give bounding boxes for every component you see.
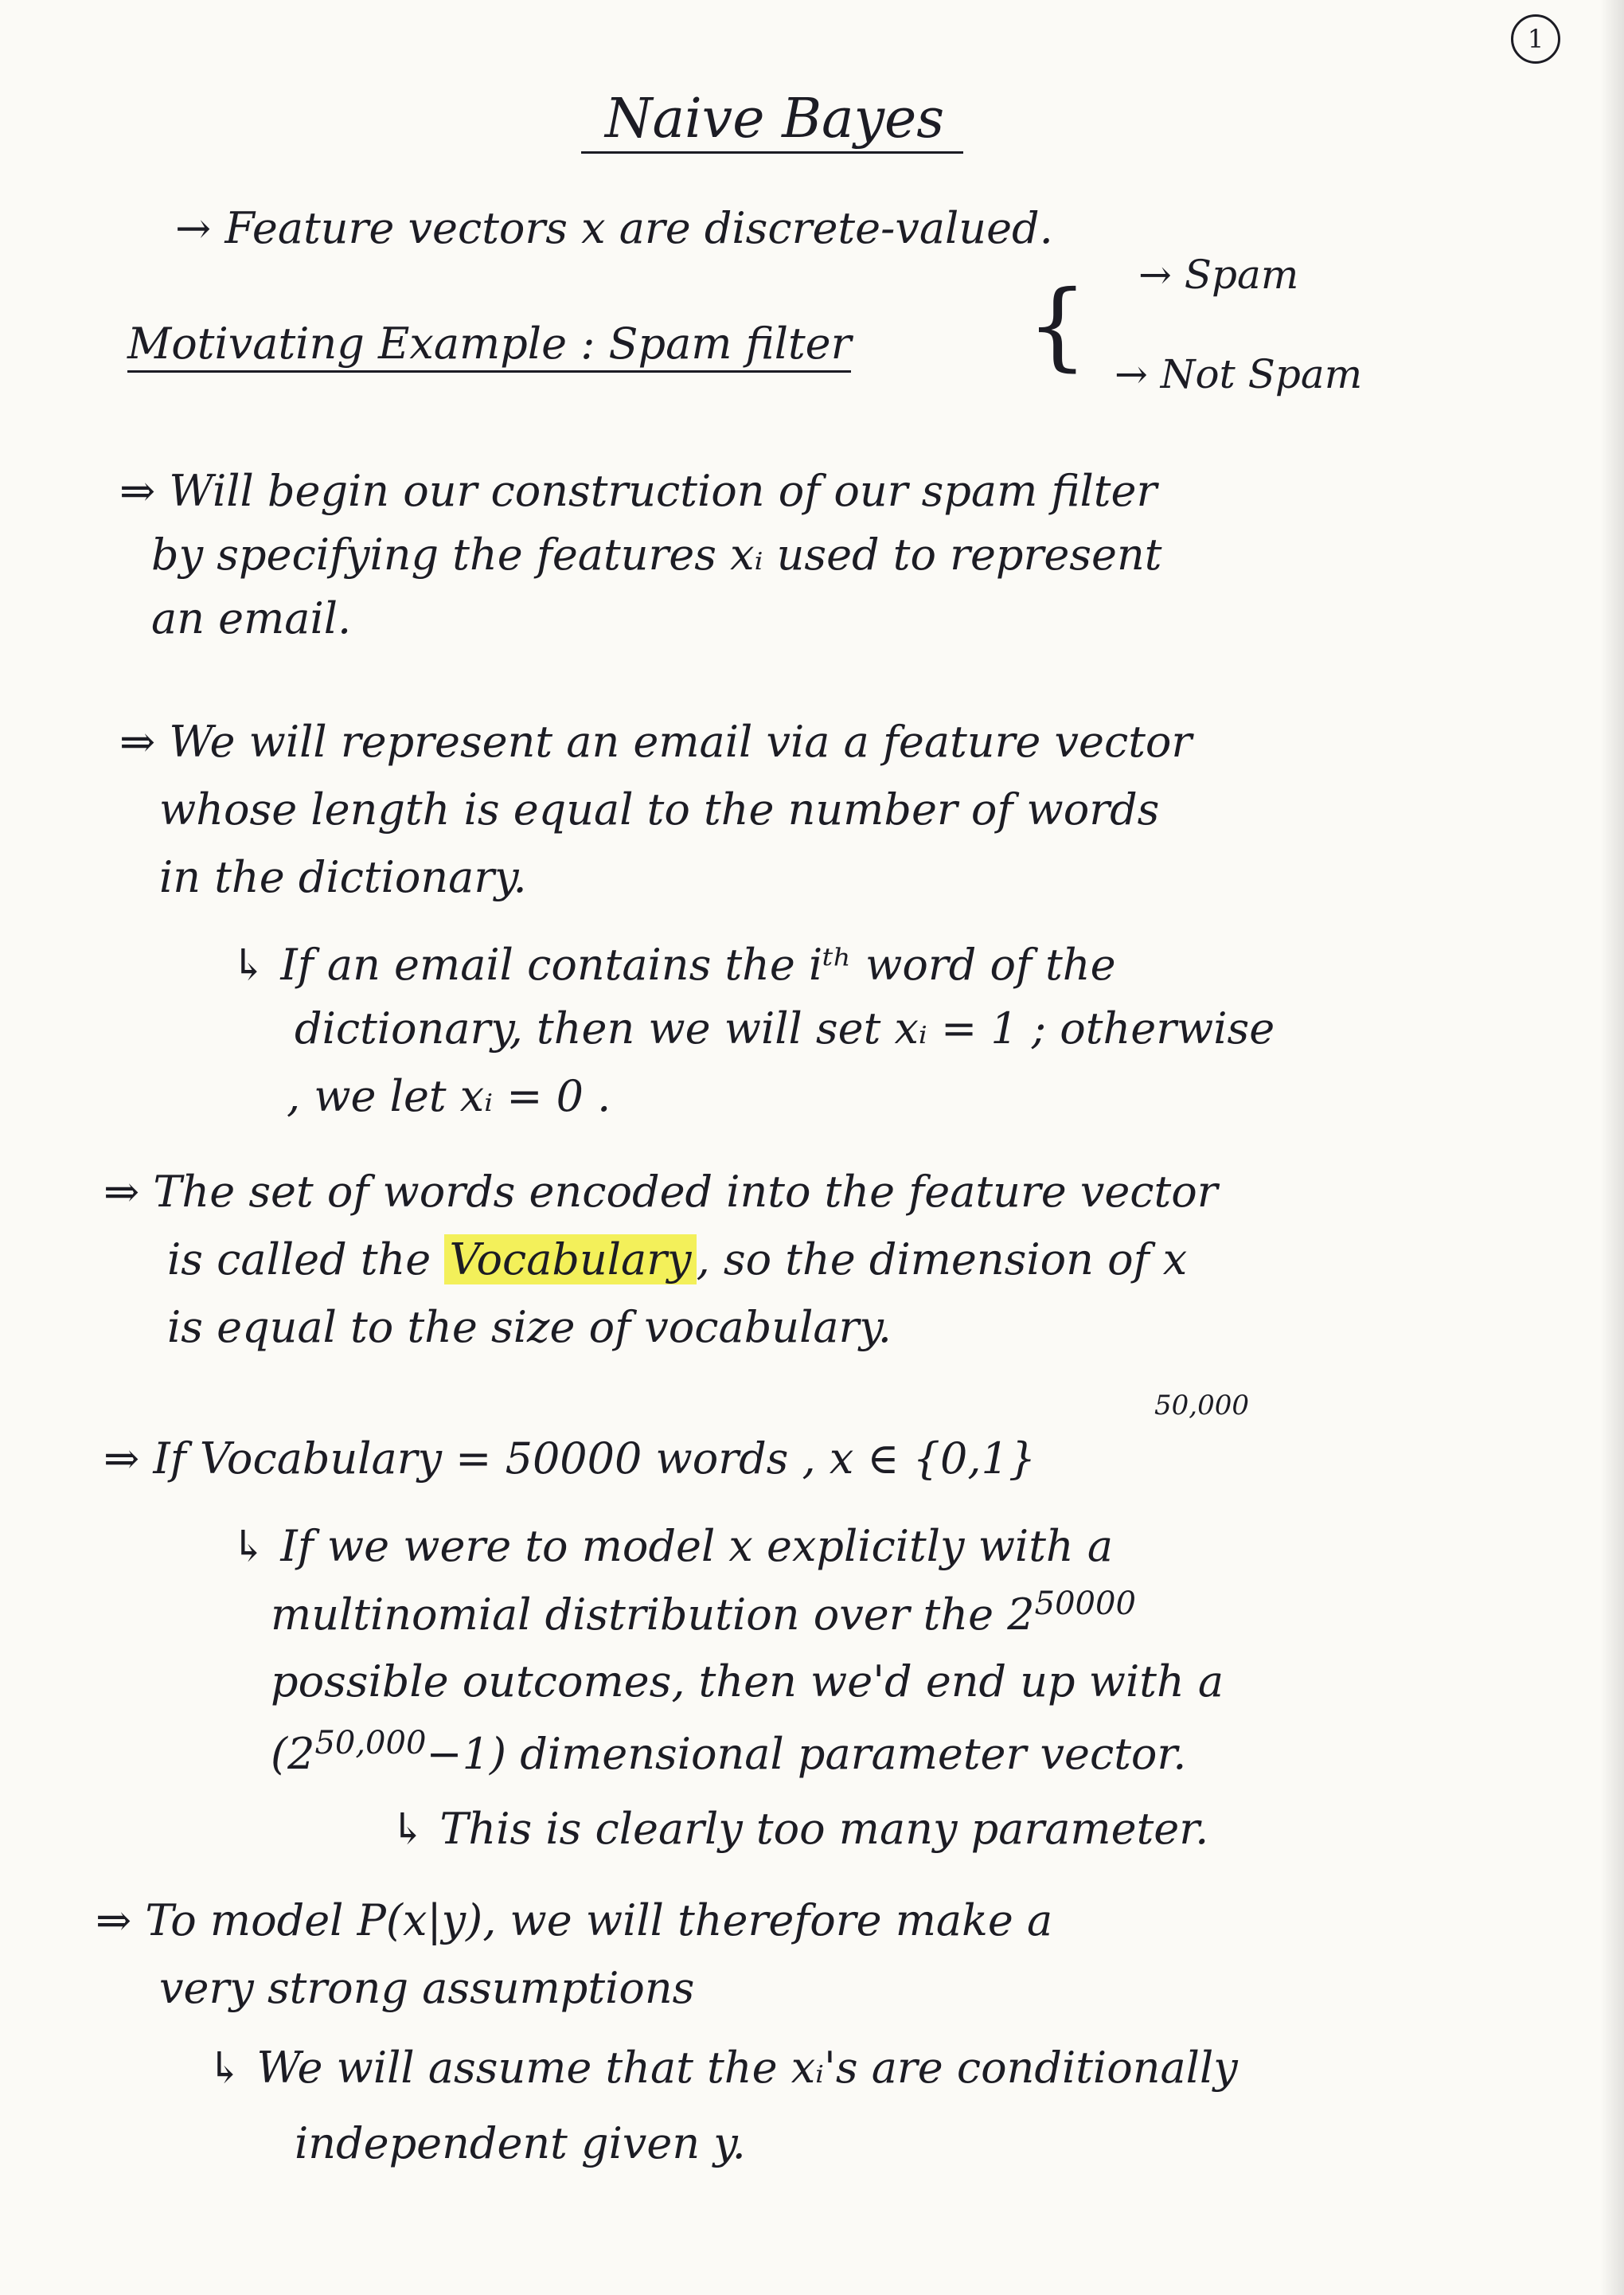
vocabulary-highlight: Vocabulary [444, 1234, 696, 1284]
line-p5: ⇒ If Vocabulary = 50000 words , x ∈ {0,1} [103, 1433, 1036, 1484]
p6b-text: multinomial distribution over the 2 [271, 1589, 1035, 1640]
line-p3c: , we let xᵢ = 0 . [287, 1071, 611, 1121]
branch-not-spam: → Not Spam [1115, 351, 1363, 397]
line-p1c: an email. [151, 593, 352, 643]
line-p8a: ⇒ To model P(x|y), we will therefore make a [96, 1895, 1053, 1945]
line-p7: ↳ This is clearly too many parameter. [390, 1804, 1209, 1854]
line-p3b: dictionary, then we will set xᵢ = 1 ; otherwise [295, 1003, 1275, 1054]
line-p6d [271, 1724, 1186, 1781]
title-underline [581, 151, 963, 154]
line-p6b [271, 1585, 1136, 1641]
line-p4c: is equal to the size of vocabulary. [167, 1302, 892, 1352]
p4b-prefix: is called the [167, 1234, 431, 1284]
line-p9a: ↳ We will assume that the xᵢ's are conditionally [207, 2043, 1238, 2093]
p5-exponent: 50,000 [1154, 1390, 1249, 1421]
page-number: 1 [1511, 14, 1560, 64]
branch-spam: → Spam [1138, 252, 1299, 298]
line-p2c: in the dictionary. [159, 852, 527, 902]
line-motivating-example: Motivating Example : Spam filter [127, 319, 851, 373]
branch-brace-icon: { [1027, 271, 1088, 381]
p6d-suffix: −1) dimensional parameter vector. [426, 1729, 1187, 1779]
line-feature-vectors: → Feature vectors x are discrete-valued. [175, 203, 1053, 253]
line-p1a: ⇒ Will begin our construction of our spam filter [119, 466, 1157, 516]
line-p9b: independent given y. [295, 2118, 746, 2168]
line-p8b: very strong assumptions [159, 1963, 695, 2013]
line-p4b [167, 1234, 1187, 1286]
line-p3a: ↳ If an email contains the iᵗʰ word of the [231, 940, 1116, 990]
line-p2b: whose length is equal to the number of words [159, 784, 1160, 835]
p6d-prefix: (2 [271, 1729, 315, 1779]
line-p4a: ⇒ The set of words encoded into the feature vector [103, 1167, 1218, 1217]
line-p2a: ⇒ We will represent an email via a feature vector [119, 717, 1193, 767]
p6d-exponent: 50,000 [314, 1725, 427, 1761]
line-p1b: by specifying the features xᵢ used to represent [151, 530, 1162, 580]
p4b-suffix: , so the dimension of x [696, 1234, 1188, 1284]
line-p6a: ↳ If we were to model x explicitly with a [231, 1521, 1114, 1571]
p6b-exponent: 50000 [1034, 1585, 1136, 1622]
page-edge-shadow [1600, 0, 1624, 2295]
page-title: Naive Bayes [605, 88, 945, 151]
line-p6c: possible outcomes, then we'd end up with a [271, 1656, 1224, 1707]
